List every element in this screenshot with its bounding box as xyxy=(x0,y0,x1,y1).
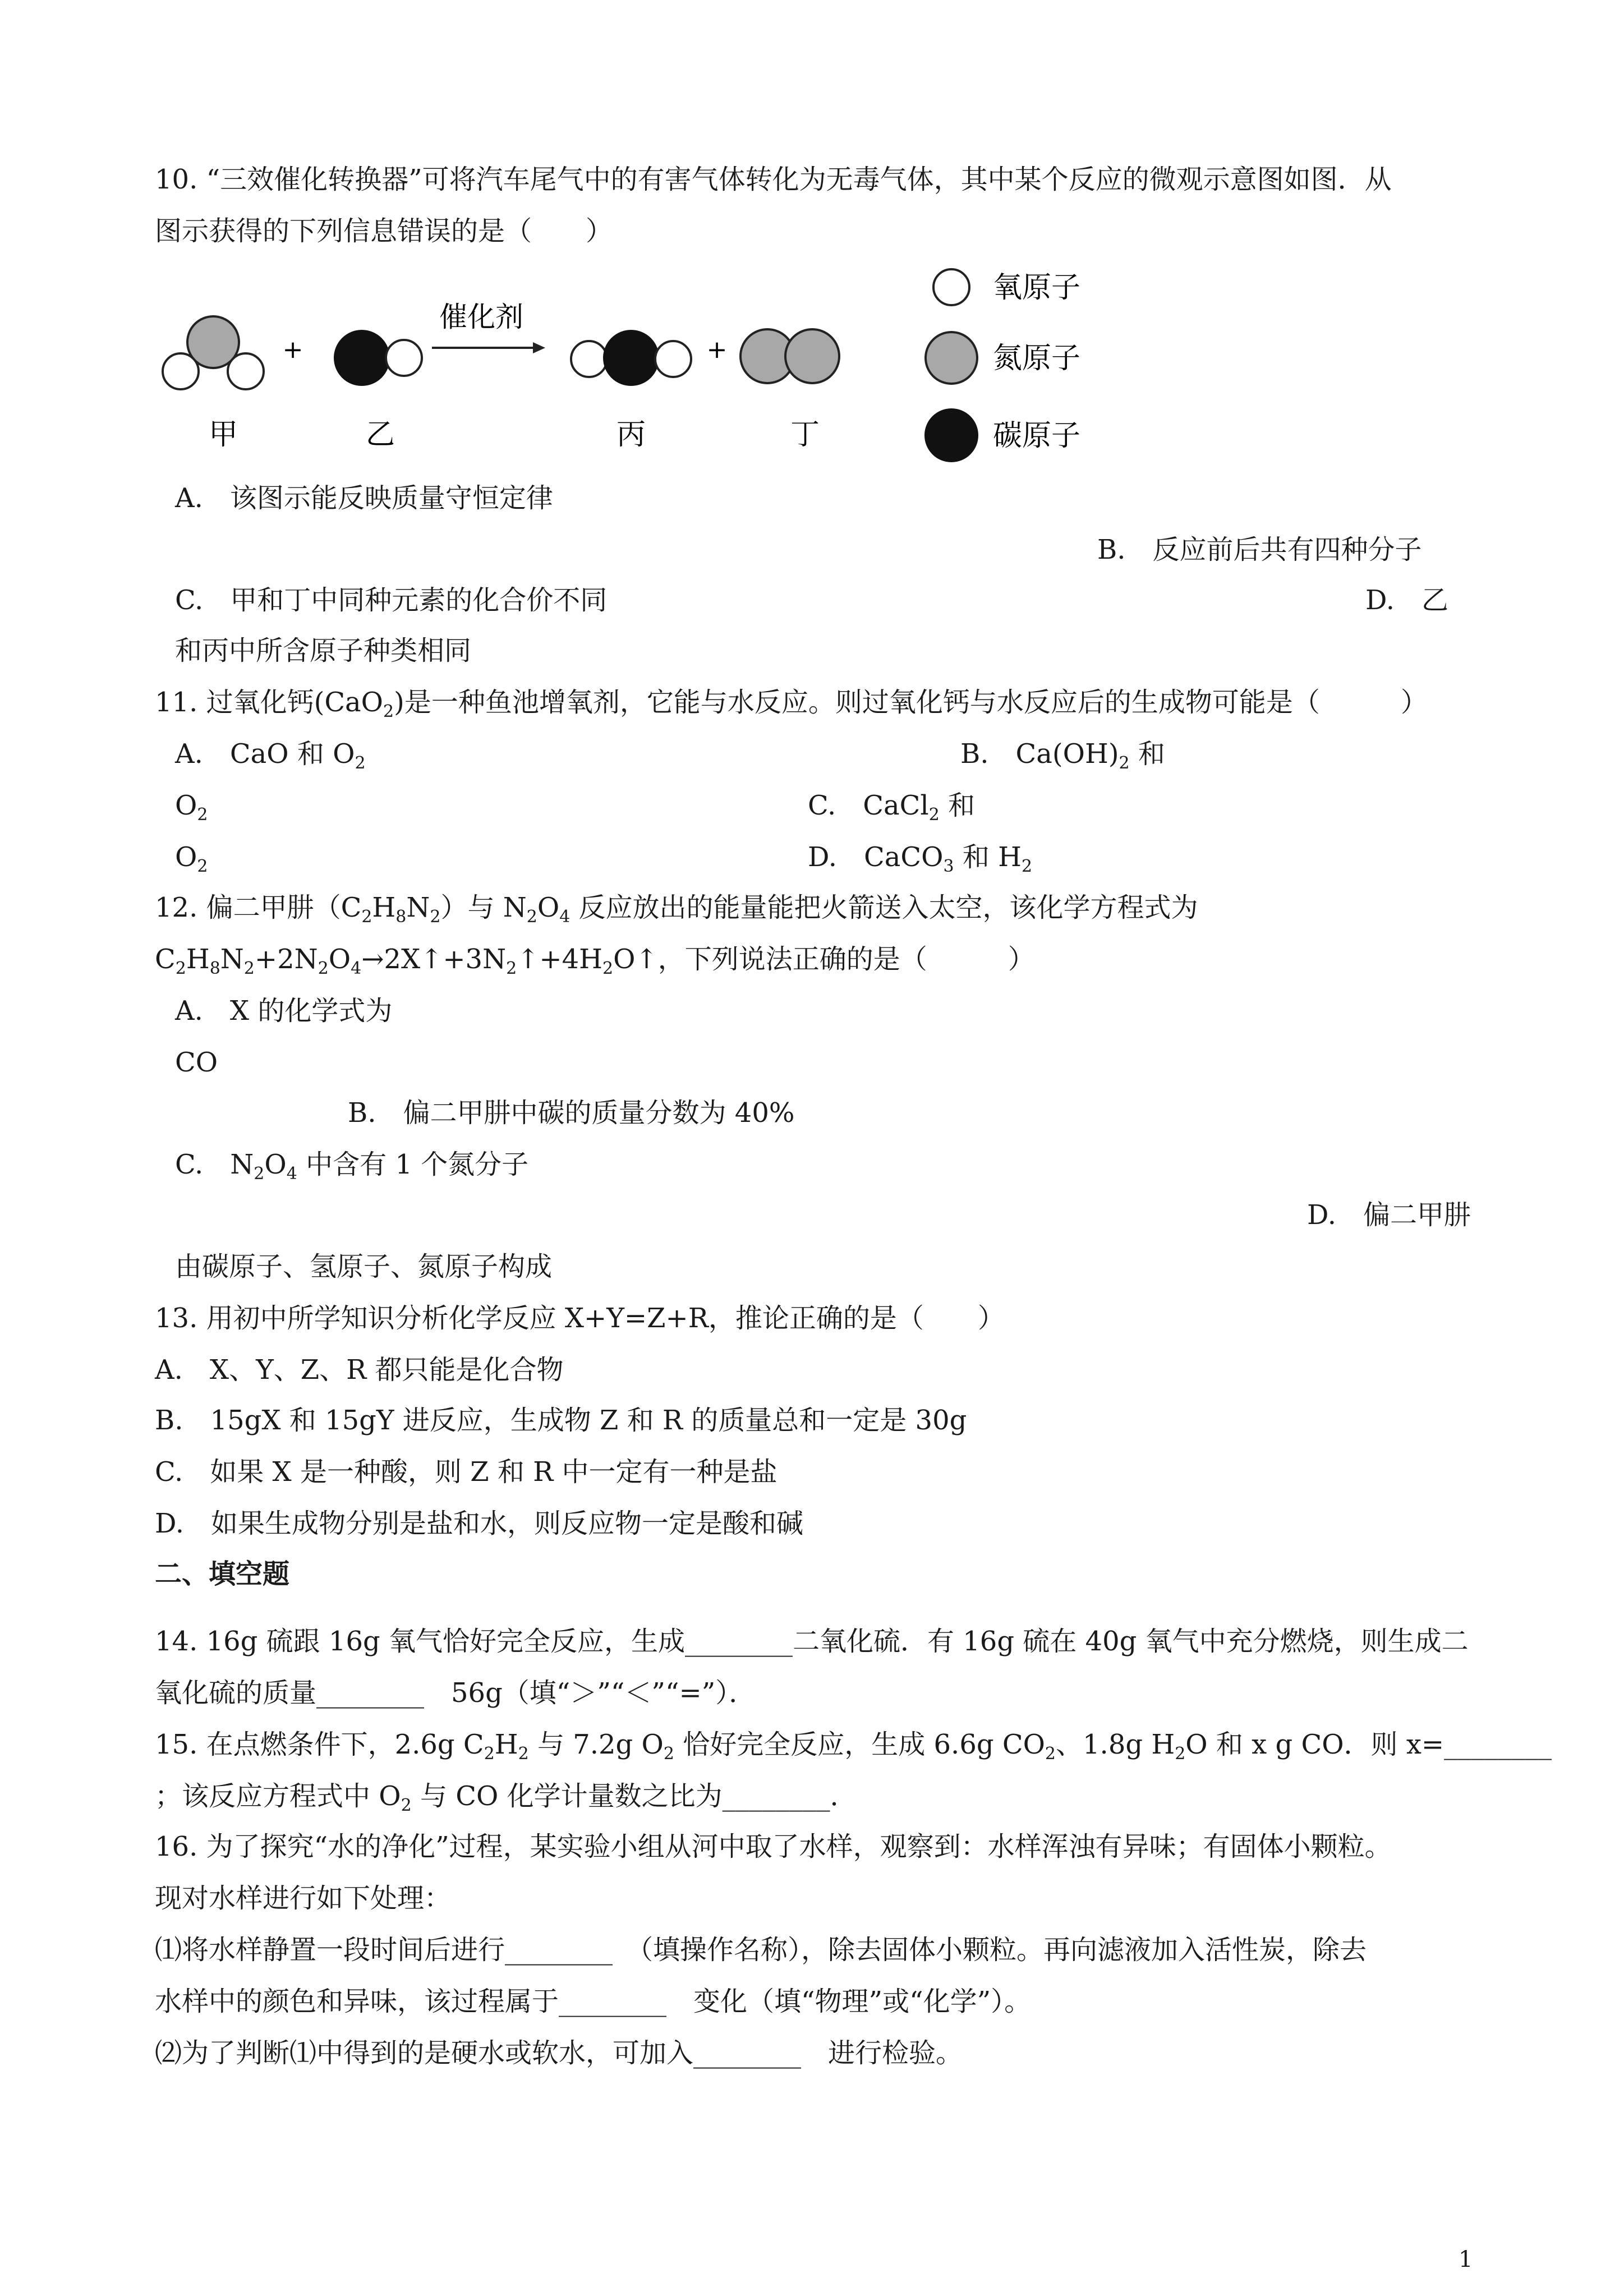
molecule-jia-oxygen-right xyxy=(228,353,264,389)
q16-line1: 16. 为了探究“水的净化”过程，某实验小组从河中取了水样，观察到：水样浑浊有异味；有固体小颗粒。 xyxy=(155,1831,1392,1862)
label-yi: 乙 xyxy=(365,418,395,452)
plus-sign-2: + xyxy=(706,335,728,364)
q13-option-a: A. X、Y、Z、R 都只能是化合物 xyxy=(155,1354,564,1386)
label-ding: 丁 xyxy=(790,418,820,452)
molecule-ding-nitrogen-right xyxy=(785,329,839,383)
q12-equation-line: $C_2H_8N_2+2N_2O_4\to 2X↑+3N_2↑+4H_2O↑$，下列说法正确的是（ ） xyxy=(155,944,1035,978)
legend-carbon-label: 碳原子 xyxy=(993,419,1081,453)
q11-stem: 11. 过氧化钙(CaO$_2$)是一种鱼池增氧剂，它能与水反应。则过氧化钙与水反应后的生成物可能是（ ） xyxy=(155,687,1428,721)
q12-option-a: A. X 的化学式为 xyxy=(175,995,393,1027)
q14-line2: 氧化硫的质量________ 56g（填“＞”“＜”“=”）． xyxy=(155,1677,756,1709)
q16-part2: ⑵为了判断⑴中得到的是硬水或软水，可加入________ 进行检验。 xyxy=(155,2037,963,2069)
legend-oxygen-label: 氧原子 xyxy=(993,271,1081,305)
legend-oxygen-icon xyxy=(933,269,969,305)
q16-line2: 现对水样进行如下处理： xyxy=(155,1883,452,1914)
q13-option-b: B. 15gX 和 15gY 进反应，生成物 Z 和 R 的质量总和一定是 30g xyxy=(155,1405,967,1436)
molecule-bing-carbon xyxy=(604,331,658,385)
q12-option-d-continued: 由碳原子、氢原子、氮原子构成 xyxy=(175,1251,553,1282)
label-jia: 甲 xyxy=(208,418,238,452)
catalyst-label: 催化剂 xyxy=(439,301,523,333)
q11-option-c: C. CaCl$_2$ 和 xyxy=(808,790,976,825)
legend-nitrogen-label: 氮原子 xyxy=(993,342,1081,375)
q11-option-c-continued: $O_2$ xyxy=(175,841,208,876)
q12-stem-line1: 12. 偏二甲肼$(C_2H_8N_2)$与 $N_2O_4$ 反应放出的能量能把火箭送入太空，该化学方程式为 xyxy=(155,892,1198,927)
q14-line1: 14. 16g 硫跟 16g 氧气恰好完全反应，生成________二氧化硫．有 16g 硫在 40g 氧气中充分燃烧，则生成二 xyxy=(155,1626,1469,1657)
molecule-yi-carbon xyxy=(335,331,389,385)
label-bing: 丙 xyxy=(616,418,646,452)
q16-part1-line2: 水样中的颜色和异味，该过程属于________ 变化（填“物理”或“化学”）。 xyxy=(155,1986,1032,2017)
molecule-jia-oxygen-left xyxy=(163,353,199,389)
q10-option-b: B. 反应前后共有四种分子 xyxy=(1097,534,1422,565)
q13-option-d: D. 如果生成物分别是盐和水，则反应物一定是酸和碱 xyxy=(155,1508,804,1539)
legend-carbon-icon xyxy=(926,409,977,461)
q10-option-a: A. 该图示能反映质量守恒定律 xyxy=(175,482,553,514)
q11-option-a: A. CaO 和 $O_2$ xyxy=(175,738,366,773)
q10-option-c: C. 甲和丁中同种元素的化合价不同 xyxy=(175,585,608,616)
molecule-bing-oxygen-left xyxy=(571,341,607,377)
plus-sign-1: + xyxy=(282,335,303,364)
q16-part1-line1: ⑴将水样静置一段时间后进行________ （填操作名称），除去固体小颗粒。再向滤液加入活性炭，除去 xyxy=(155,1934,1367,1966)
q13-option-c: C. 如果 X 是一种酸，则 Z 和 R 中一定有一种是盐 xyxy=(155,1456,778,1488)
page-number: 1 xyxy=(1459,2247,1473,2272)
q11-option-d: D. CaCO$_3$ 和 $H_2$ xyxy=(808,841,1033,876)
q12-option-d: D. 偏二甲肼 xyxy=(1307,1199,1471,1231)
atom-legend xyxy=(920,264,1156,466)
q12-option-b: B. 偏二甲肼中碳的质量分数为 40% xyxy=(348,1097,795,1129)
q13-stem: 13. 用初中所学知识分析化学反应 X+Y=Z+R，推论正确的是（ ） xyxy=(155,1303,1005,1334)
reaction-arrow-head xyxy=(533,342,545,353)
q15-line2: ；该反应方程式中 $O_2$ 与 CO 化学计量数之比为________． xyxy=(155,1780,857,1815)
q10-option-d-continued: 和丙中所含原子种类相同 xyxy=(175,635,472,666)
q11-option-b: B. $Ca(OH)_2$ 和 xyxy=(960,738,1165,773)
molecule-yi-oxygen xyxy=(386,340,422,376)
q12-option-c: C. $N_2O_4$ 中含有 1 个氮分子 xyxy=(175,1149,529,1184)
q15-line1: 15. 在点燃条件下，2.6g $C_2H_2$ 与 7.2g $O_2$ 恰好完全反应，生成 6.6g $CO_2$、1.8g $H_2O$ 和 x g CO．则 x=________ xyxy=(155,1729,1552,1764)
q11-option-b-continued: $O_2$ xyxy=(175,790,208,825)
q12-option-a-continued: CO xyxy=(175,1047,218,1078)
legend-nitrogen-icon xyxy=(926,332,977,384)
reaction-diagram xyxy=(146,264,931,466)
section-title-fill-in: 二、填空题 xyxy=(155,1558,290,1590)
q10-option-d: D. 乙 xyxy=(1365,585,1449,616)
molecule-bing-oxygen-right xyxy=(655,341,691,377)
q10-stem-line1: 10. “三效催化转换器”可将汽车尾气中的有害气体转化为无毒气体，其中某个反应的微观示意图如图．从 xyxy=(155,164,1392,195)
q10-stem-line2: 图示获得的下列信息错误的是（ ） xyxy=(155,215,613,247)
